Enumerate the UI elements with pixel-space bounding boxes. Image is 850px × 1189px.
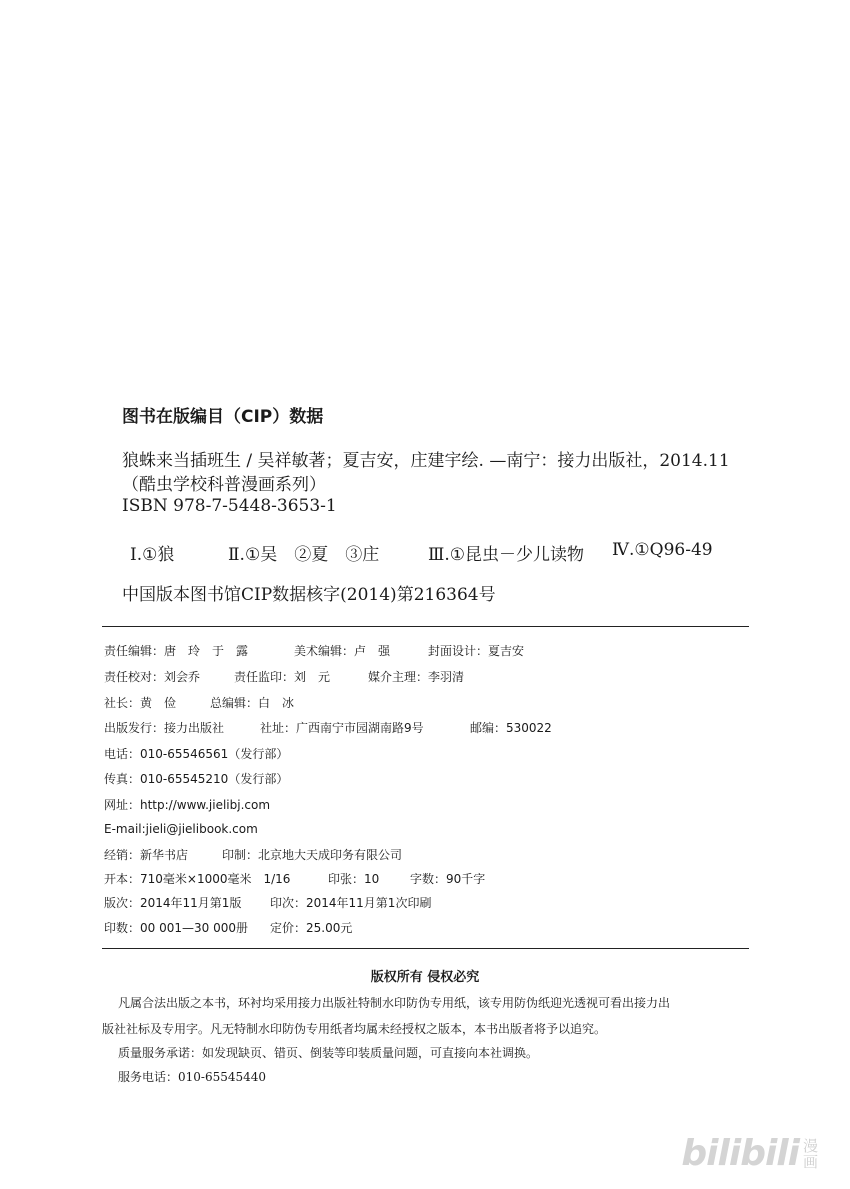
print-supervisor: 责任监印：刘 元 <box>234 670 331 684</box>
cover-design: 封面设计：夏吉安 <box>428 644 525 658</box>
cip-title-line: 狼蛛来当插班生 / 吴祥敏著；夏吉安，庄建宇绘. —南宁：接力出版社，2014.11 <box>122 451 730 471</box>
format: 开本：710毫米×1000毫米 1/16 <box>104 872 291 886</box>
bilibili-logo: bilibili <box>681 1133 799 1174</box>
classification-4: Ⅳ.①Q96-49 <box>612 540 713 560</box>
email: E-mail:jieli@jielibook.com <box>104 822 258 836</box>
president: 社长：黄 俭 <box>104 696 177 710</box>
sheets: 印张：10 <box>328 872 380 886</box>
postcode: 邮编：530022 <box>470 721 552 735</box>
print-run: 印数：00 001—30 000册 <box>104 921 248 935</box>
notice-line-1: 凡属合法出版之本书，环衬均采用接力出版社特制水印防伪专用纸，该专用防伪纸迎光透视可看出接力出 <box>118 996 671 1010</box>
editor: 责任编辑：唐 玲 于 露 <box>104 644 249 658</box>
watermark-sub-2: 画 <box>802 1152 818 1171</box>
fax: 传真：010-65545210（发行部） <box>104 772 289 786</box>
distributor: 经销：新华书店 <box>104 848 189 862</box>
edition: 版次：2014年11月第1版 <box>104 896 242 910</box>
quality-promise: 质量服务承诺：如发现缺页、错页、倒装等印装质量问题，可直接向本社调换。 <box>118 1046 539 1060</box>
cip-series-line: （酷虫学校科普漫画系列） <box>122 475 326 495</box>
classification-2: Ⅱ.①吴 ②夏 ③庄 <box>228 545 380 565</box>
notice-line-2: 版社社标及专用字。凡无特制水印防伪专用纸者均属未经授权之版本，本书出版者将予以追究。 <box>102 1022 607 1036</box>
art-editor: 美术编辑：卢 强 <box>294 644 391 658</box>
watermark-sub <box>803 1138 818 1170</box>
website: 网址：http://www.jielibj.com <box>104 798 271 812</box>
classification-3: Ⅲ.①昆虫－少儿读物 <box>428 545 585 565</box>
bilibili-watermark <box>681 1133 818 1174</box>
cip-heading: 图书在版编目（CIP）数据 <box>122 407 324 427</box>
words: 字数：90千字 <box>410 872 486 886</box>
publisher: 出版发行：接力出版社 <box>104 721 225 735</box>
media-lead: 媒介主理：李羽清 <box>368 670 465 684</box>
rights-title: 版权所有 侵权必究 <box>370 970 480 985</box>
classification-1: Ⅰ.①狼 <box>130 545 175 565</box>
price: 定价：25.00元 <box>270 921 353 935</box>
divider-bottom <box>102 948 749 949</box>
phone: 电话：010-65546561（发行部） <box>104 747 289 761</box>
cip-number: 中国版本图书馆CIP数据核字(2014)第216364号 <box>122 585 496 605</box>
divider-top <box>102 626 749 627</box>
cip-isbn: ISBN 978-7-5448-3653-1 <box>122 496 337 516</box>
printing: 印次：2014年11月第1次印刷 <box>270 896 432 910</box>
proofreader: 责任校对：刘会乔 <box>104 670 201 684</box>
address: 社址：广西南宁市园湖南路9号 <box>260 721 424 735</box>
watermark-sub-1: 漫 <box>802 1136 818 1155</box>
printer: 印制：北京地大天成印务有限公司 <box>222 848 403 862</box>
service-phone: 服务电话：010-65545440 <box>118 1070 267 1084</box>
chief-editor: 总编辑：白 冰 <box>210 696 295 710</box>
